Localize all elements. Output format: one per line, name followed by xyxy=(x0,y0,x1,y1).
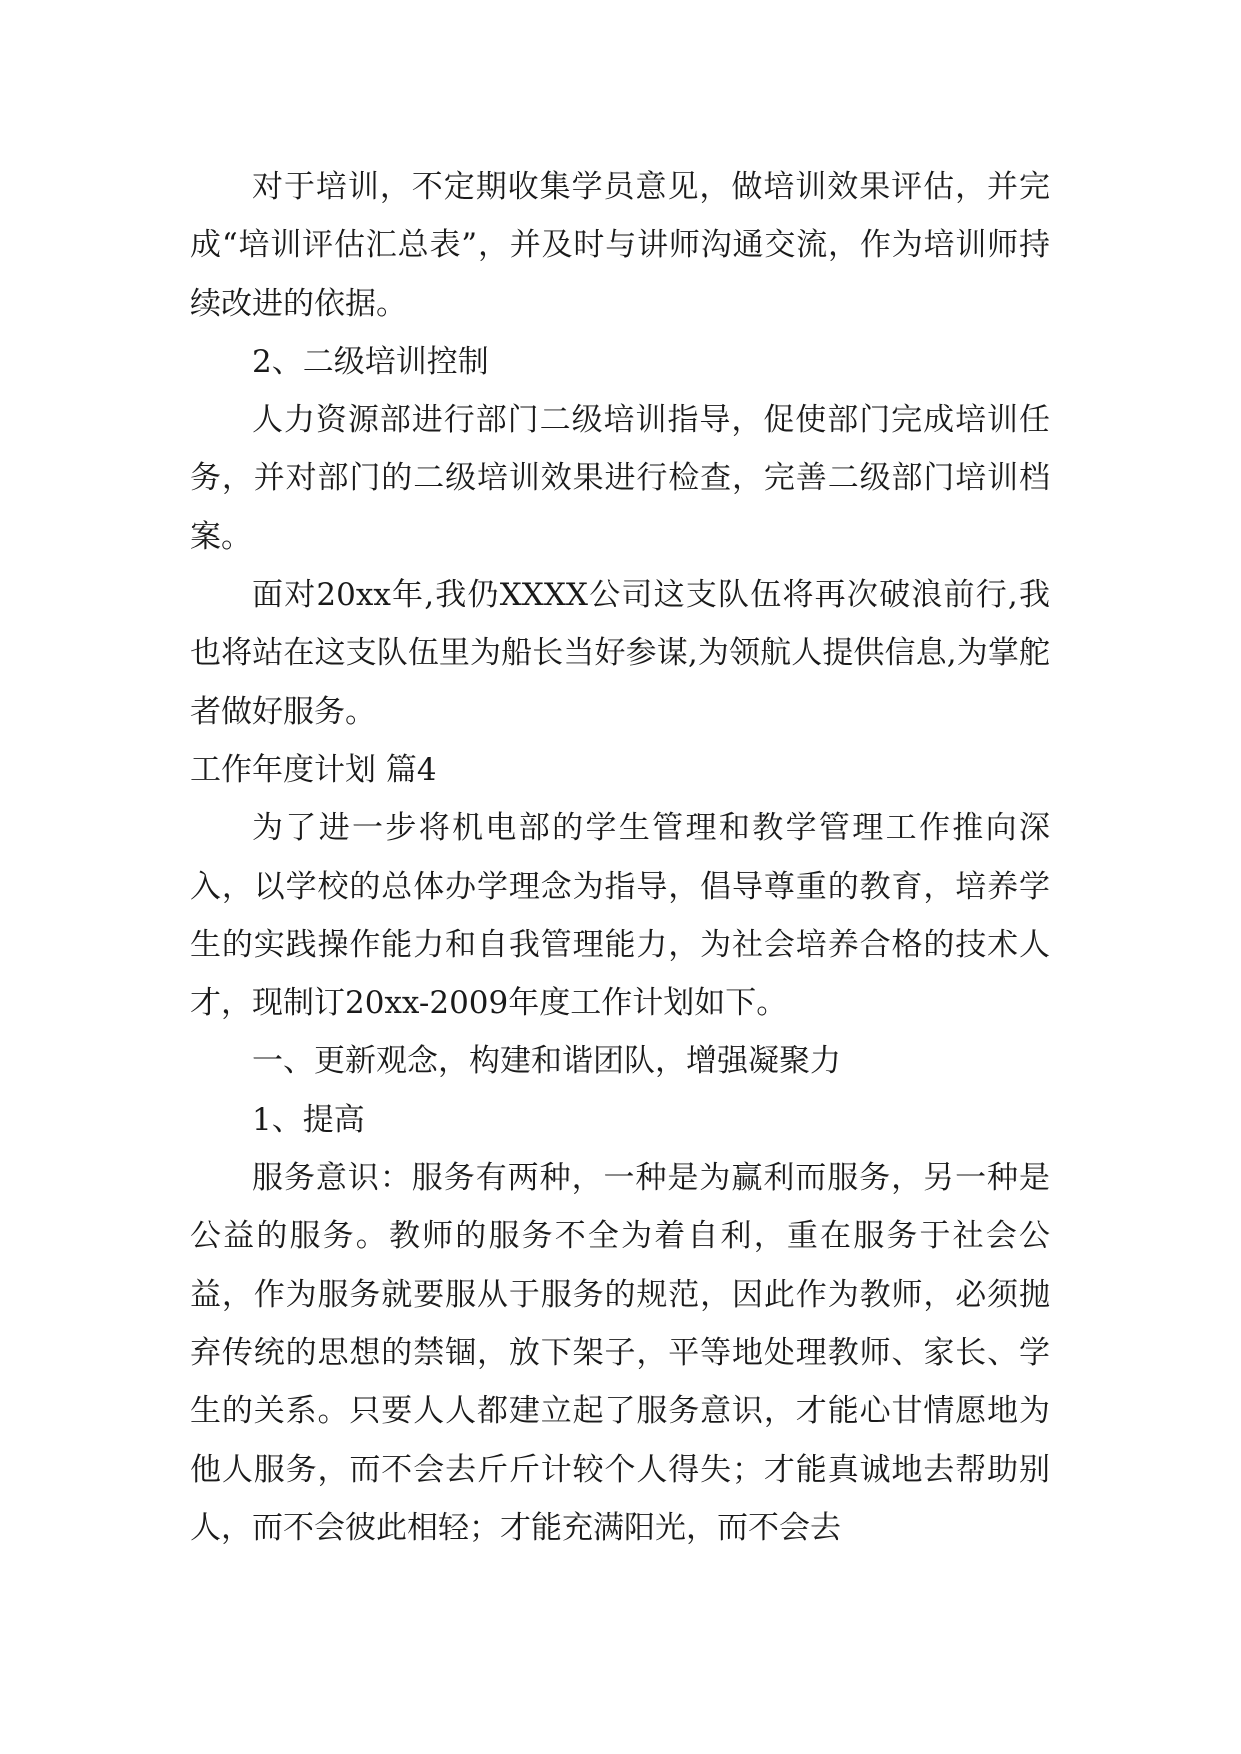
paragraph-section-one-heading: 一、更新观念，构建和谐团队，增强凝聚力 xyxy=(252,1043,841,1080)
section-title-plan-4: 工作年度计划 篇4 xyxy=(190,751,437,788)
paragraph-service-awareness: 服务意识：服务有两种，一种是为赢利而服务，另一种是公益的服务。教师的服务不全为着自利，重在服务于社会公益，作为服务就要服从于服务的规范，因此作为教师，必须抛弃传统的思想的禁锢，放下架子，平等地处理教师、家长、学生的关系。只要人人都建立起了服务意识，才能心甘情愿地为他人服务，而不会去斤斤计较个人得失；才能真诚地去帮助别人，而不会彼此相轻；才能充满阳光，而不会去 xyxy=(190,1160,1050,1546)
paragraph-plan-intro: 为了进一步将机电部的学生管理和教学管理工作推向深入，以学校的总体办学理念为指导，倡导尊重的教育，培养学生的实践操作能力和自我管理能力，为社会培养合格的技术人才，现制订20xx-2009年度工作计划如下。 xyxy=(190,810,1050,1022)
paragraph-item-one-heading: 1、提高 xyxy=(252,1101,365,1138)
paragraph-training-evaluation: 对于培训，不定期收集学员意见，做培训效果评估，并完成“培训评估汇总表”，并及时与讲师沟通交流，作为培训师持续改进的依据。 xyxy=(190,169,1050,322)
paragraph-secondary-training-heading: 2、二级培训控制 xyxy=(252,343,489,380)
document-body xyxy=(190,158,1050,1557)
paragraph-facing-new-year: 面对20xx年,我仍XXXX公司这支队伍将再次破浪前行,我也将站在这支队伍里为船长当好参谋,为领航人提供信息,为掌舵者做好服务。 xyxy=(190,577,1050,730)
paragraph-hr-guidance: 人力资源部进行部门二级培训指导，促使部门完成培训任务，并对部门的二级培训效果进行检查，完善二级部门培训档案。 xyxy=(190,402,1050,555)
